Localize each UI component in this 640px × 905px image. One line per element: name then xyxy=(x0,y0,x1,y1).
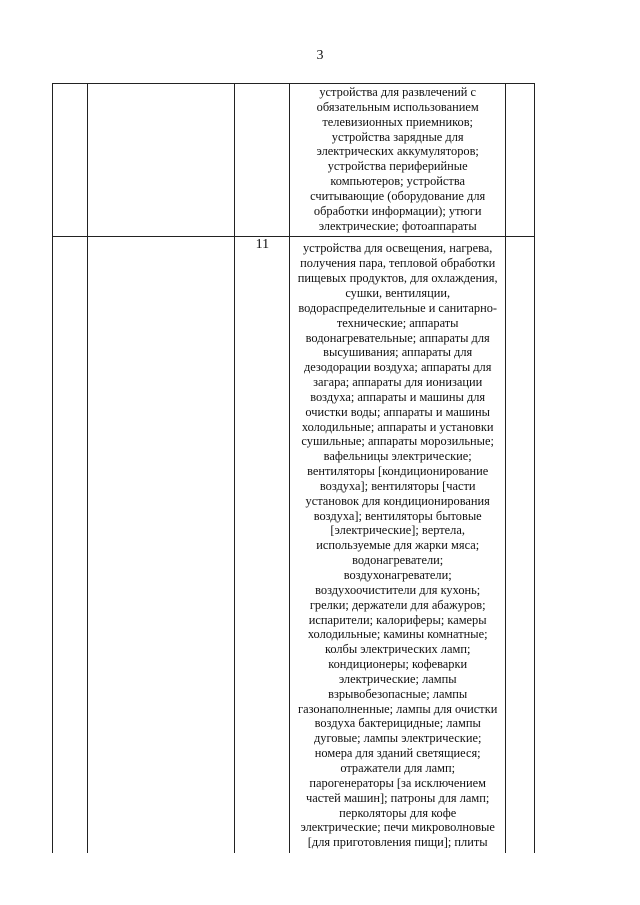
description-line: номера для зданий светящиеся; xyxy=(314,746,481,761)
description-line: грелки; держатели для абажуров; xyxy=(309,597,486,612)
description-line: установок для кондиционирования xyxy=(305,493,490,508)
class-number-cell: 11 xyxy=(235,237,290,853)
description-line: технические; аппараты xyxy=(336,315,459,330)
table-row xyxy=(53,237,535,853)
table-row xyxy=(53,84,535,237)
description-line: высушивания; аппараты для xyxy=(323,345,473,360)
description-line: устройства периферийные xyxy=(327,159,468,174)
description-line: кондиционеры; кофеварки xyxy=(328,657,468,672)
classification-table xyxy=(52,83,535,853)
empty-cell xyxy=(53,237,88,853)
description-line: воздуха]; вентиляторы [части xyxy=(319,478,476,493)
description-line: электрические; печи микроволновые xyxy=(300,820,495,835)
description-line: сушки, вентиляции, xyxy=(345,285,451,300)
description-line: очистки воды; аппараты и машины xyxy=(305,404,490,419)
description-line: испарители; калориферы; камеры xyxy=(308,612,487,627)
page-number: 3 xyxy=(316,48,324,63)
description-line: используемые для жарки мяса; xyxy=(316,538,480,553)
empty-cell xyxy=(88,237,235,853)
empty-cell xyxy=(88,84,235,237)
goods-description-cell xyxy=(290,237,505,853)
description-line: парогенераторы [за исключением xyxy=(309,775,486,790)
description-line: загара; аппараты для ионизации xyxy=(313,375,483,390)
description-line: воздуха]; вентиляторы бытовые xyxy=(313,508,482,523)
empty-cell xyxy=(53,84,88,237)
description-line: устройства для освещения, нагрева, xyxy=(302,241,493,256)
description-line: вафельницы электрические; xyxy=(323,449,472,464)
description-line: воздухонагреватели; xyxy=(343,568,452,582)
description-line: электрические; лампы xyxy=(338,671,457,686)
description-line: водораспределительные и санитарно- xyxy=(298,300,498,315)
description-line: электрические; фотоаппараты xyxy=(318,218,477,233)
description-line: холодильные; камины комнатные; xyxy=(307,627,488,642)
description-line: телевизионных приемников; xyxy=(322,114,473,129)
description-line: сушильные; аппараты морозильные; xyxy=(301,434,494,449)
description-line: взрывобезопасные; лампы xyxy=(328,686,468,701)
description-line: устройства для развлечений с xyxy=(319,85,476,99)
description-line: газонаполненные; лампы для очистки xyxy=(298,701,498,716)
description-line: обработки информации); утюги xyxy=(313,203,482,218)
description-line: пищевых продуктов, для охлаждения, xyxy=(297,271,498,286)
empty-cell xyxy=(505,237,534,853)
description-line: устройства зарядные для xyxy=(331,129,464,144)
description-line: получения пара, тепловой обработки xyxy=(300,256,496,271)
description-line: дуговые; лампы электрические; xyxy=(313,731,482,746)
description-line: частей машин]; патроны для ламп; xyxy=(306,790,490,805)
description-line: воздухоочистители для кухонь; xyxy=(315,582,481,597)
description-line: перколяторы для кофе xyxy=(339,805,457,820)
description-line: дезодорации воздуха; аппараты для xyxy=(303,360,492,375)
description-line: электрических аккумуляторов; xyxy=(316,144,479,159)
description-line: обязательным использованием xyxy=(316,99,479,114)
empty-cell xyxy=(505,84,534,237)
goods-description-cell xyxy=(290,84,505,237)
description-line: компьютеров; устройства xyxy=(330,174,466,189)
description-line: воздуха; аппараты и машины для xyxy=(310,389,486,404)
description-line: отражатели для ламп; xyxy=(340,760,456,775)
description-line: [электрические]; вертела, xyxy=(330,523,465,538)
description-line: колбы электрических ламп; xyxy=(324,642,471,657)
class-number-cell xyxy=(235,84,290,237)
description-line: водонагреватели; xyxy=(352,553,444,568)
description-line: [для приготовления пищи]; плиты xyxy=(307,835,488,850)
description-line: считывающие (оборудование для xyxy=(310,188,486,203)
description-line: воздуха бактерицидные; лампы xyxy=(314,716,481,731)
description-line: холодильные; аппараты и установки xyxy=(301,419,494,434)
description-line: водонагревательные; аппараты для xyxy=(305,330,490,345)
description-line: вентиляторы [кондиционирование xyxy=(307,464,489,479)
